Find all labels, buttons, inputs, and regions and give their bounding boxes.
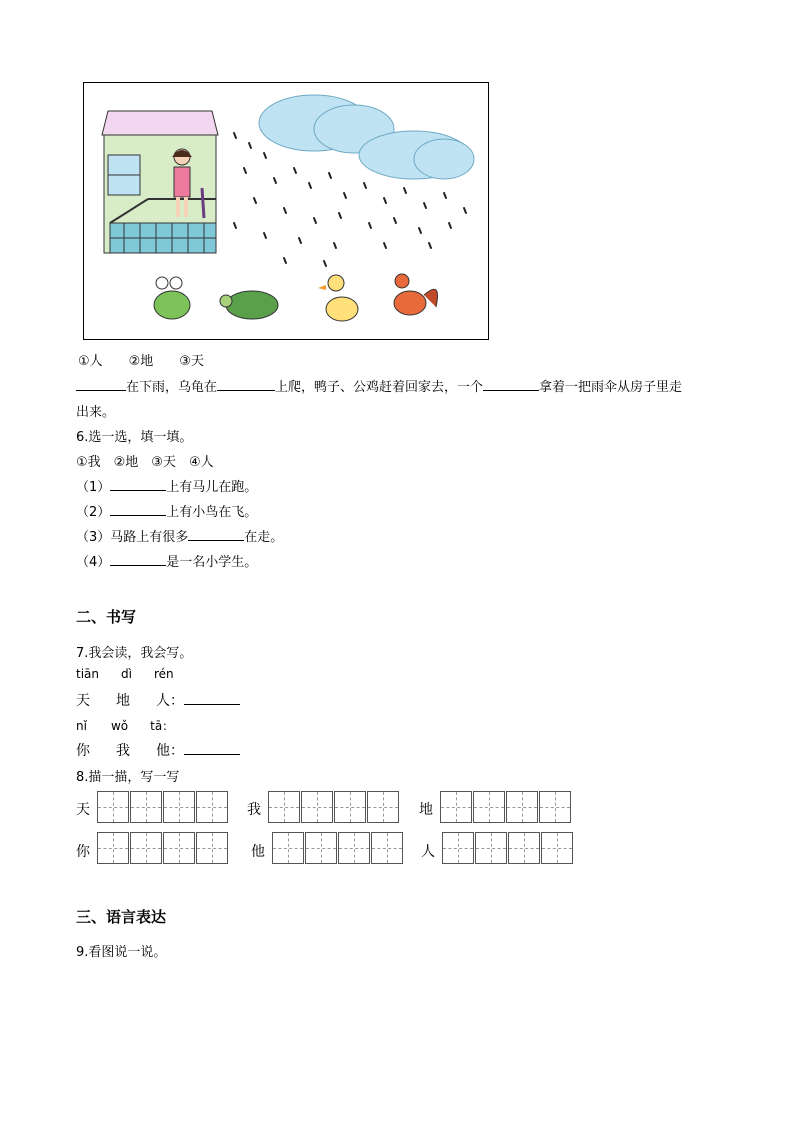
writing-cell[interactable] bbox=[97, 832, 129, 864]
rain-scene-illustration bbox=[83, 82, 489, 340]
writing-grid bbox=[442, 832, 574, 864]
answer-blank[interactable] bbox=[110, 478, 166, 491]
answer-blank[interactable] bbox=[110, 553, 166, 566]
writing-cell[interactable] bbox=[539, 791, 571, 823]
question-6-item: （3）马路上有很多 在走。 bbox=[76, 530, 284, 545]
question-6-options: ①我 ②地 ③天 ④人 bbox=[76, 455, 214, 470]
writing-cell[interactable] bbox=[163, 832, 195, 864]
writing-cell[interactable] bbox=[268, 791, 300, 823]
question-7-title: 7.我会读，我会写。 bbox=[76, 646, 193, 661]
writing-cell[interactable] bbox=[130, 791, 162, 823]
question-9-title: 9.看图说一说。 bbox=[76, 945, 167, 960]
writing-cell[interactable] bbox=[371, 832, 403, 864]
writing-cell[interactable] bbox=[130, 832, 162, 864]
question-8-title: 8.描一描，写一写 bbox=[76, 770, 180, 785]
writing-grid bbox=[440, 791, 572, 823]
grid-label: 他 bbox=[251, 844, 265, 860]
answer-blank[interactable] bbox=[184, 742, 240, 755]
writing-cell[interactable] bbox=[97, 791, 129, 823]
writing-cell[interactable] bbox=[305, 832, 337, 864]
writing-grid bbox=[268, 791, 400, 823]
writing-cell[interactable] bbox=[272, 832, 304, 864]
section-2-title: 二、书写 bbox=[76, 608, 137, 626]
question-6-item: （1） 上有马儿在跑。 bbox=[76, 480, 258, 495]
answer-blank[interactable] bbox=[217, 378, 275, 391]
answer-blank[interactable] bbox=[483, 378, 539, 391]
writing-grid bbox=[97, 832, 229, 864]
writing-grid bbox=[97, 791, 229, 823]
pinyin-row: nǐ wǒ tā： bbox=[76, 719, 175, 733]
writing-cell[interactable] bbox=[442, 832, 474, 864]
question-6-title: 6.选一选，填一填。 bbox=[76, 430, 193, 445]
character-row: 你 我 他： bbox=[76, 740, 240, 760]
writing-cell[interactable] bbox=[541, 832, 573, 864]
writing-cell[interactable] bbox=[163, 791, 195, 823]
writing-cell[interactable] bbox=[301, 791, 333, 823]
grid-label: 地 bbox=[419, 802, 433, 818]
grid-label: 天 bbox=[76, 802, 90, 818]
question-6-item: （2） 上有小鸟在飞。 bbox=[76, 505, 258, 520]
answer-blank[interactable] bbox=[184, 692, 240, 705]
grid-label: 我 bbox=[247, 802, 261, 818]
writing-cell[interactable] bbox=[196, 791, 228, 823]
answer-blank[interactable] bbox=[76, 378, 126, 391]
picture-options: ①人 ②地 ③天 bbox=[78, 354, 204, 369]
question-6-item: （4） 是一名小学生。 bbox=[76, 555, 258, 570]
answer-blank[interactable] bbox=[110, 503, 166, 516]
writing-cell[interactable] bbox=[506, 791, 538, 823]
writing-cell[interactable] bbox=[475, 832, 507, 864]
grid-label: 人 bbox=[421, 844, 435, 860]
writing-cell[interactable] bbox=[338, 832, 370, 864]
picture-sentence-line2: 出来。 bbox=[76, 405, 116, 420]
character-row: 天 地 人： bbox=[76, 690, 240, 710]
writing-cell[interactable] bbox=[473, 791, 505, 823]
section-3-title: 三、语言表达 bbox=[76, 908, 167, 926]
writing-cell[interactable] bbox=[196, 832, 228, 864]
answer-blank[interactable] bbox=[188, 528, 244, 541]
writing-cell[interactable] bbox=[440, 791, 472, 823]
writing-cell[interactable] bbox=[334, 791, 366, 823]
grid-label: 你 bbox=[76, 844, 90, 860]
writing-grid bbox=[272, 832, 404, 864]
pinyin-row: tiān dì rén bbox=[76, 667, 174, 681]
picture-sentence-line1: 在下雨，乌龟在 上爬，鸭子、公鸡赶着回家去，一个 拿着一把雨伞从房子里走 bbox=[76, 376, 682, 395]
writing-cell[interactable] bbox=[508, 832, 540, 864]
writing-cell[interactable] bbox=[367, 791, 399, 823]
